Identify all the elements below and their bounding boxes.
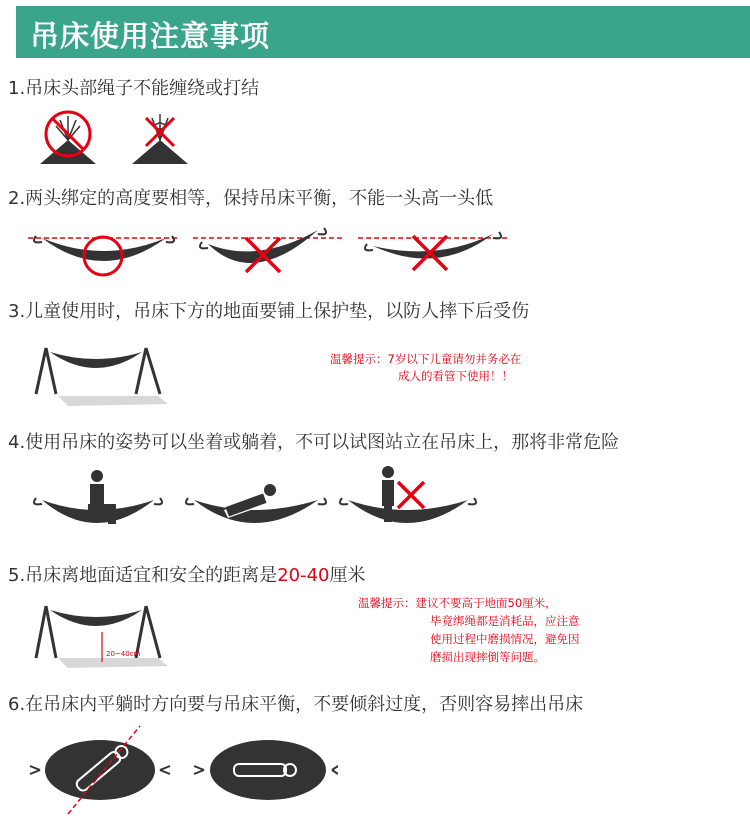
posture-illustration [28,460,483,550]
height-illustration [28,596,188,676]
child-mat-illustration [28,334,188,414]
section-3-title: 3.儿童使用时，吊床下方的地面要铺上保护垫，以防人摔下后受伤 [8,301,530,322]
height-label: 20~40cm [106,650,141,658]
page-header [0,0,750,60]
height-tip-line-3: 使用过程中磨损情况，避免因 [430,632,580,646]
section-5-text-before: 5.吊床离地面适宜和安全的距离是 [8,565,278,586]
lying-direction-illustration [28,722,338,822]
header-bar [16,6,750,58]
height-tip-line-4: 磨损出现摔倒等问题。 [430,650,545,664]
section-4-title: 4.使用吊床的姿势可以坐着或躺着，不可以试图站立在吊床上，那将非常危险 [8,432,620,453]
child-safety-tip-line-2: 成人的看管下使用！！ [398,369,513,383]
section-5-title [8,561,366,587]
section-1-title: 1.吊床头部绳子不能缠绕或打结 [8,78,260,99]
balance-illustration [28,216,518,284]
page-title: 吊床使用注意事项 [30,19,271,53]
height-tip-line-1: 温馨提示：建议不要高于地面50厘米， [358,596,557,610]
knot-illustration [28,104,188,168]
section-6-title: 6.在吊床内平躺时方向要与吊床平衡，不要倾斜过度，否则容易摔出吊床 [8,694,584,715]
section-5-distance-highlight: 20-40 [277,565,330,586]
section-5-text-after: 厘米 [329,565,366,586]
height-tip-line-2: 毕竟绑绳都是消耗品，应注意 [430,614,580,628]
section-2-title: 2.两头绑定的高度要相等，保持吊床平衡，不能一头高一头低 [8,188,494,209]
child-safety-tip-line-1: 温馨提示：7岁以下儿童请勿并务必在 [330,352,522,366]
